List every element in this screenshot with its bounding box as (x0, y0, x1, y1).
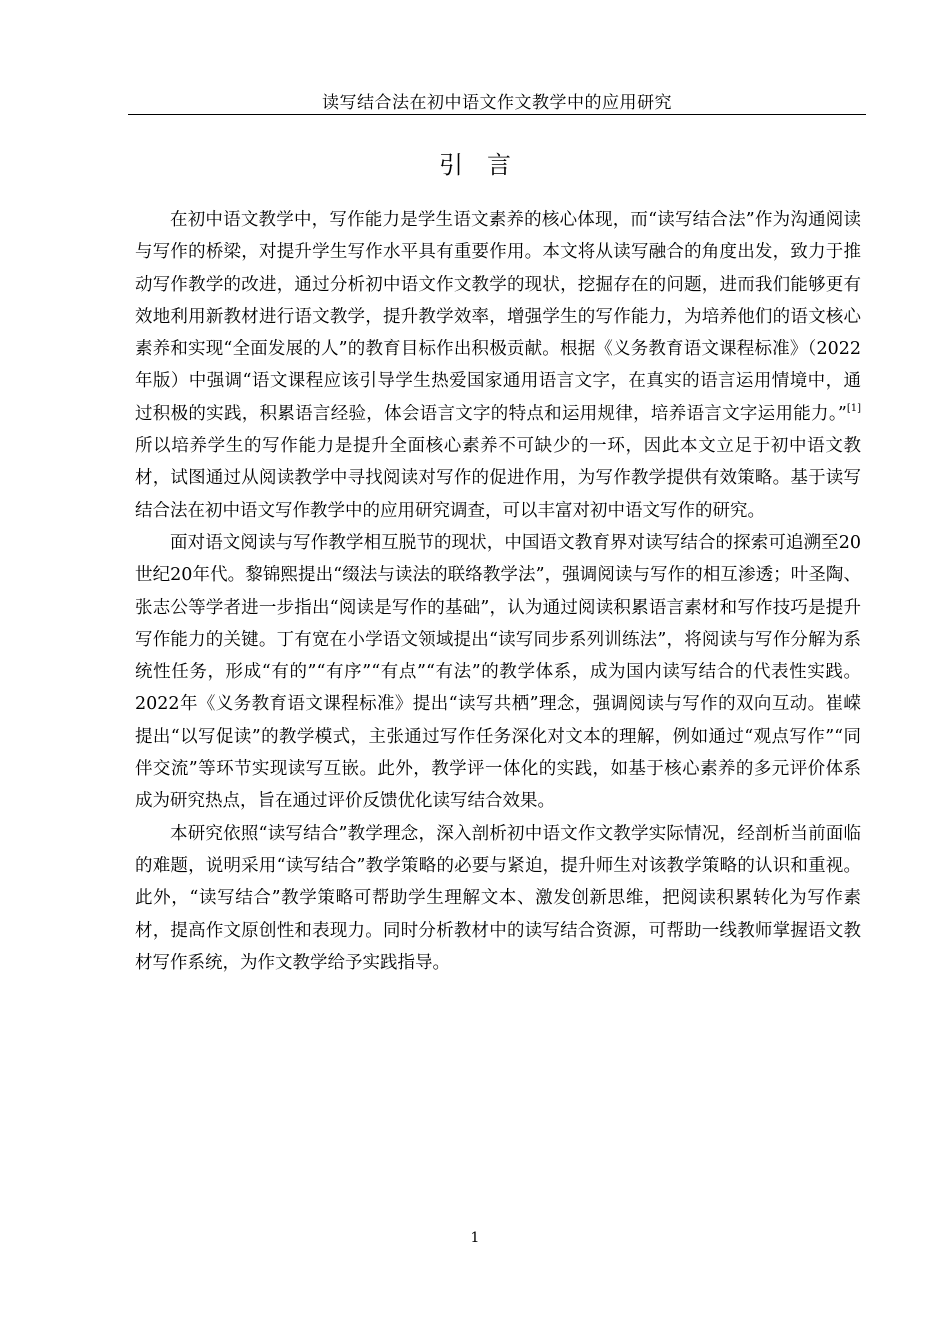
paragraph-1 (135, 204, 861, 527)
citation-marker: [1] (846, 402, 861, 414)
running-header-title: 读写结合法在初中语文作文教学中的应用研究 (322, 93, 672, 113)
body-text (135, 204, 861, 979)
paragraph-2: 面对语文阅读与写作教学相互脱节的现状，中国语文教育界对读写结合的探索可追溯至20世纪20年代。黎锦熙提出“缀法与读法的联络教学法”，强调阅读与写作的相互渗透；叶圣陶、张志公等学者进一步指出“阅读是写作的基础”，认为通过阅读积累语言素材和写作技巧是提升写作能力的关键。丁有宽在小学语文领域提出“读写同步系列训练法”，将阅读与写作分解为系统性任务，形成“有的”“有序”“有点”“有法”的教学体系，成为国内读写结合的代表性实践。2022年《义务教育语文课程标准》提出“读写共栖”理念，强调阅读与写作的双向互动。崔嵘提出“以写促读”的教学模式，主张通过写作任务深化对文本的理解，例如通过“观点写作”“同伴交流”等环节实现读写互嵌。此外，教学评一体化的实践，如基于核心素养的多元评价体系成为研究热点，旨在通过评价反馈优化读写结合效果。 (135, 532, 861, 812)
paragraph-3: 本研究依照“读写结合”教学理念，深入剖析初中语文作文教学实际情况，经剖析当前面临的难题，说明采用“读写结合”教学策略的必要与紧迫，提升师生对该教学策略的认识和重视。此外，“读写结合”教学策略可帮助学生理解文本、激发创新思维，把阅读积累转化为写作素材，提高作文原创性和表现力。同时分析教材中的读写结合资源，可帮助一线教师掌握语文教材写作系统，为作文教学给予实践指导。 (135, 823, 861, 973)
section-title: 引言 (439, 151, 535, 179)
page-number: 1 (470, 1230, 480, 1246)
paragraph-1-text-after-citation: 所以培养学生的写作能力是提升全面核心素养不可缺少的一环，因此本文立足于初中语文教材，试图通过从阅读教学中寻找阅读对写作的促进作用，为写作教学提供有效策略。基于读写结合法在初中语文写作教学中的应用研究调查，可以丰富对初中语文写作的研究。 (135, 436, 861, 521)
running-header (128, 92, 866, 115)
paragraph-1-text-before-citation: 在初中语文教学中，写作能力是学生语文素养的核心体现，而“读写结合法”作为沟通阅读与写作的桥梁，对提升学生写作水平具有重要作用。本文将从读写融合的角度出发，致力于推动写作教学的改进，通过分析初中语文作文教学的现状，挖掘存在的问题，进而我们能够更有效地利用新教材进行语文教学，提升教学效率，增强学生的写作能力，为培养他们的语文核心素养和实现“全面发展的人”的教育目标作出积极贡献。根据《义务教育语文课程标准》（2022年版）中强调“语文课程应该引导学生热爱国家通用语言文字，在真实的语言运用情境中，通过积极的实践，积累语言经验，体会语言文字的特点和运用规律，培养语言文字运用能力。” (135, 210, 861, 424)
